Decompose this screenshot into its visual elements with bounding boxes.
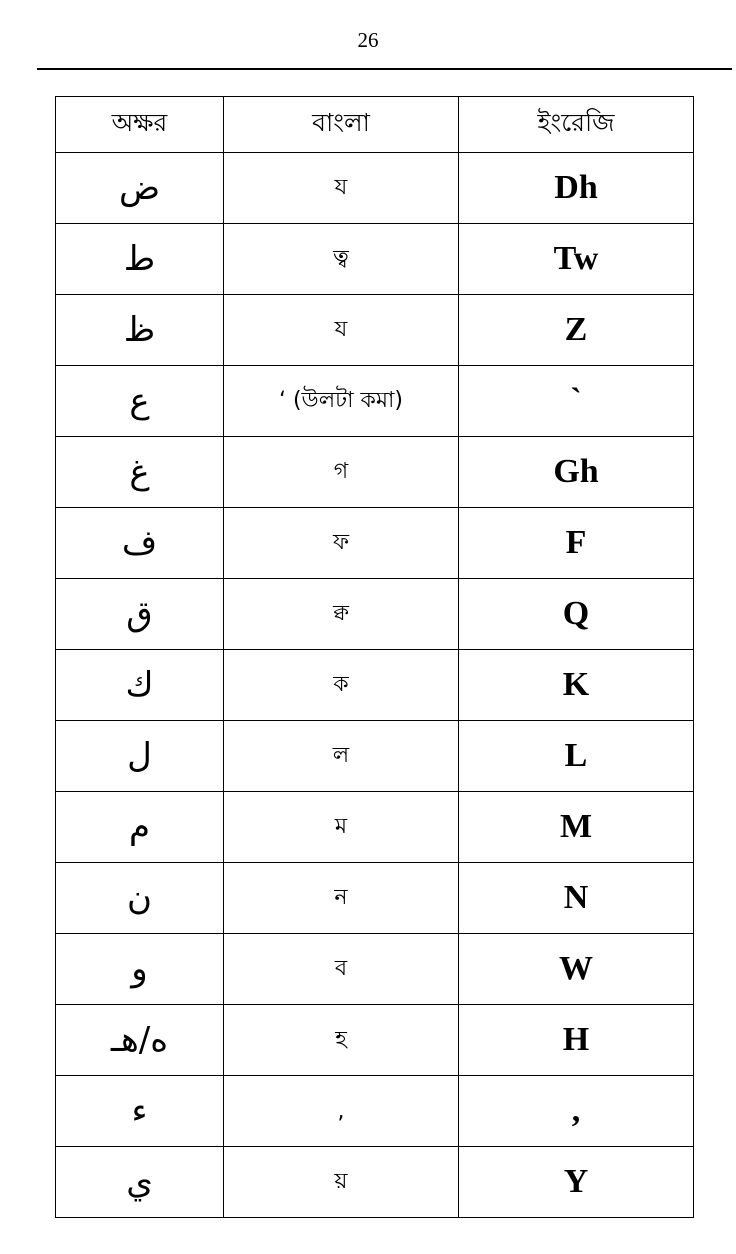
bangla-cell: য <box>224 295 459 366</box>
header-rule <box>37 68 732 70</box>
arabic-letter-cell: ء <box>56 1076 224 1147</box>
page-number: 26 <box>357 28 379 52</box>
arabic-letter-cell: ك <box>56 650 224 721</box>
english-cell: Tw <box>459 224 694 295</box>
bangla-cell: গ <box>224 437 459 508</box>
bangla-cell: ম <box>224 792 459 863</box>
english-cell: L <box>459 721 694 792</box>
english-cell: F <box>459 508 694 579</box>
header-bangla: বাংলা <box>224 97 459 153</box>
bangla-cell: ক্ব <box>224 579 459 650</box>
table-row <box>56 792 694 863</box>
arabic-letter-cell: ق <box>56 579 224 650</box>
bangla-cell: ব <box>224 934 459 1005</box>
english-cell: Gh <box>459 437 694 508</box>
table-row <box>56 1147 694 1218</box>
english-cell: , <box>459 1076 694 1147</box>
bangla-cell: ত্ব <box>224 224 459 295</box>
arabic-letter-cell: ي <box>56 1147 224 1218</box>
bangla-cell: হ <box>224 1005 459 1076</box>
arabic-letter-cell: ض <box>56 153 224 224</box>
arabic-letter-cell: م <box>56 792 224 863</box>
header-letter: অক্ষর <box>56 97 224 153</box>
english-cell: W <box>459 934 694 1005</box>
arabic-letter-cell: ط <box>56 224 224 295</box>
bangla-cell: , <box>224 1076 459 1147</box>
bangla-cell: ল <box>224 721 459 792</box>
english-cell: N <box>459 863 694 934</box>
table-row <box>56 437 694 508</box>
table-row <box>56 1005 694 1076</box>
table-row <box>56 650 694 721</box>
table-row <box>56 934 694 1005</box>
table-row <box>56 863 694 934</box>
header-english: ইংরেজি <box>459 97 694 153</box>
bangla-cell: ক <box>224 650 459 721</box>
english-cell: K <box>459 650 694 721</box>
table-row <box>56 1076 694 1147</box>
table-row <box>56 153 694 224</box>
transliteration-table <box>55 96 694 1218</box>
english-cell: Dh <box>459 153 694 224</box>
arabic-letter-cell: غ <box>56 437 224 508</box>
table-row <box>56 579 694 650</box>
arabic-letter-cell: ظ <box>56 295 224 366</box>
table-row <box>56 721 694 792</box>
arabic-letter-cell: ن <box>56 863 224 934</box>
arabic-letter-cell: ع <box>56 366 224 437</box>
bangla-cell: ফ <box>224 508 459 579</box>
arabic-letter-cell: ف <box>56 508 224 579</box>
bangla-cell: য় <box>224 1147 459 1218</box>
arabic-letter-cell: و <box>56 934 224 1005</box>
english-cell: Q <box>459 579 694 650</box>
arabic-letter-cell: ه/ﻫـ <box>56 1005 224 1076</box>
english-cell: H <box>459 1005 694 1076</box>
bangla-cell: ‘ (উলটা কমা) <box>224 366 459 437</box>
english-cell: Z <box>459 295 694 366</box>
english-cell: ` <box>459 366 694 437</box>
arabic-letter-cell: ل <box>56 721 224 792</box>
bangla-cell: য <box>224 153 459 224</box>
table-row <box>56 224 694 295</box>
english-cell: M <box>459 792 694 863</box>
table-row <box>56 295 694 366</box>
english-cell: Y <box>459 1147 694 1218</box>
table-header-row <box>56 97 694 153</box>
table-row <box>56 508 694 579</box>
table-row <box>56 366 694 437</box>
bangla-cell: ন <box>224 863 459 934</box>
